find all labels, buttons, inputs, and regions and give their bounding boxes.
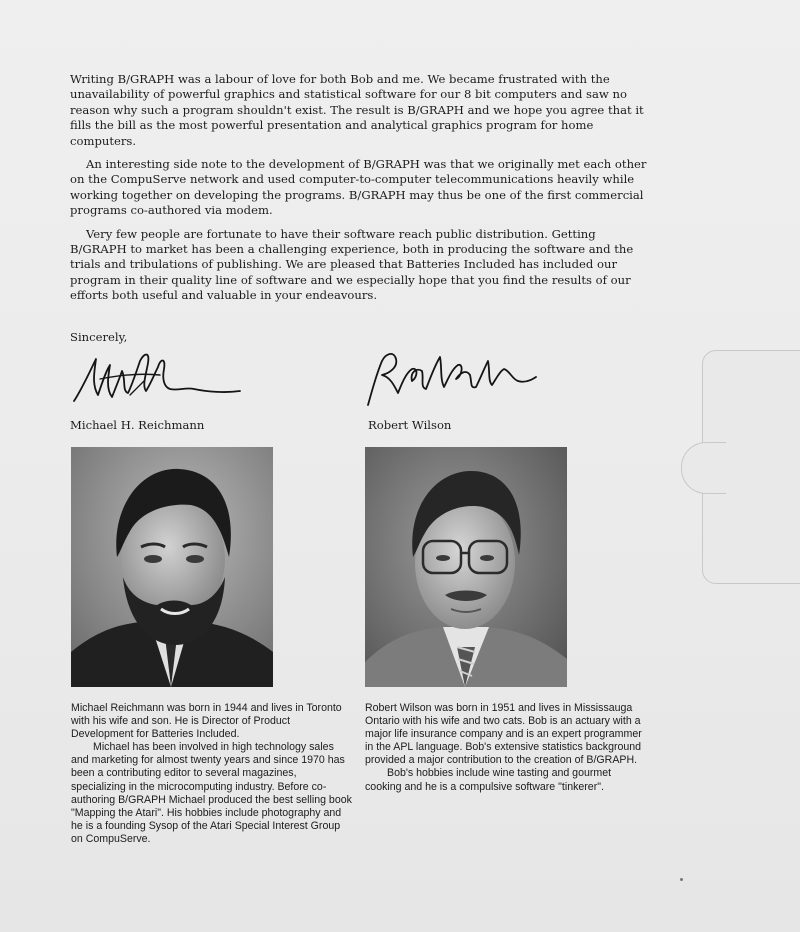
portrait-photo-reichmann xyxy=(71,447,273,687)
bio-paragraph: Bob's hobbies include wine tasting and gourmet cooking and he is a compulsive software "tinkerer". xyxy=(365,767,612,793)
letter-paragraph-1: Writing B/GRAPH was a labour of love for both Bob and me. We became frustrated with the unavailability of powerful graphics and statistical software for our 8 bit computers and saw no reason why such a program shouldn't exist. The result is B/GRAPH and we hope you agree that it fills the bill as the most powerful presentation and analytical graphics program for home computers. xyxy=(70,72,644,148)
author-name-wilson: Robert Wilson xyxy=(368,418,452,432)
paper-speck xyxy=(680,878,683,881)
author-name-reichmann: Michael H. Reichmann xyxy=(70,418,205,432)
letter-paragraph-2: An interesting side note to the development of B/GRAPH was that we originally met each other on the CompuServe network and used computer-to-computer telecommunications heavily while working together on developing the programs. B/GRAPH may thus be one of the first commercial programs co-authored via modem. xyxy=(70,157,647,218)
bio-paragraph: Michael has been involved in high technology sales and marketing for almost twenty years and since 1970 has been a contributing editor to several magazines, specializing in the microcomputing industry. Before co-authoring B/GRAPH Michael produced the best selling book "Mapping the Atari". His hobbies include photography and he is a founding Sysop of the Atari Special Interest Group on CompuServe. xyxy=(71,741,352,845)
letter-body xyxy=(70,72,650,312)
portrait-photo-wilson xyxy=(365,447,567,687)
bio-paragraph: Michael Reichmann was born in 1944 and lives in Toronto with his wife and son. He is Director of Product Development for Batteries Included. xyxy=(71,702,342,741)
letter-paragraph-3: Very few people are fortunate to have their software reach public distribution. Getting B/GRAPH to market has been a challenging experience, both in producing the software and the trials and tribulations of publishing. We are pleased that Batteries Included has included our program in their quality line of software and we especially hope that you find the results of our efforts both useful and valuable in your endeavours. xyxy=(70,226,634,303)
bio-paragraph: Robert Wilson was born in 1951 and lives in Mississauga Ontario with his wife and two cats. Bob is an actuary with a major life insurance company and is an expert programmer in the APL language. Bob's extensive statistics background provided a major contribution to the creation of B/GRAPH. xyxy=(365,702,642,767)
letter-closing: Sincerely, xyxy=(70,330,128,344)
author-bio-reichmann xyxy=(71,702,353,846)
author-bio-wilson xyxy=(365,702,647,794)
signature-wilson xyxy=(360,343,538,409)
signature-reichmann xyxy=(70,345,242,407)
folder-pocket-notch xyxy=(681,442,726,494)
